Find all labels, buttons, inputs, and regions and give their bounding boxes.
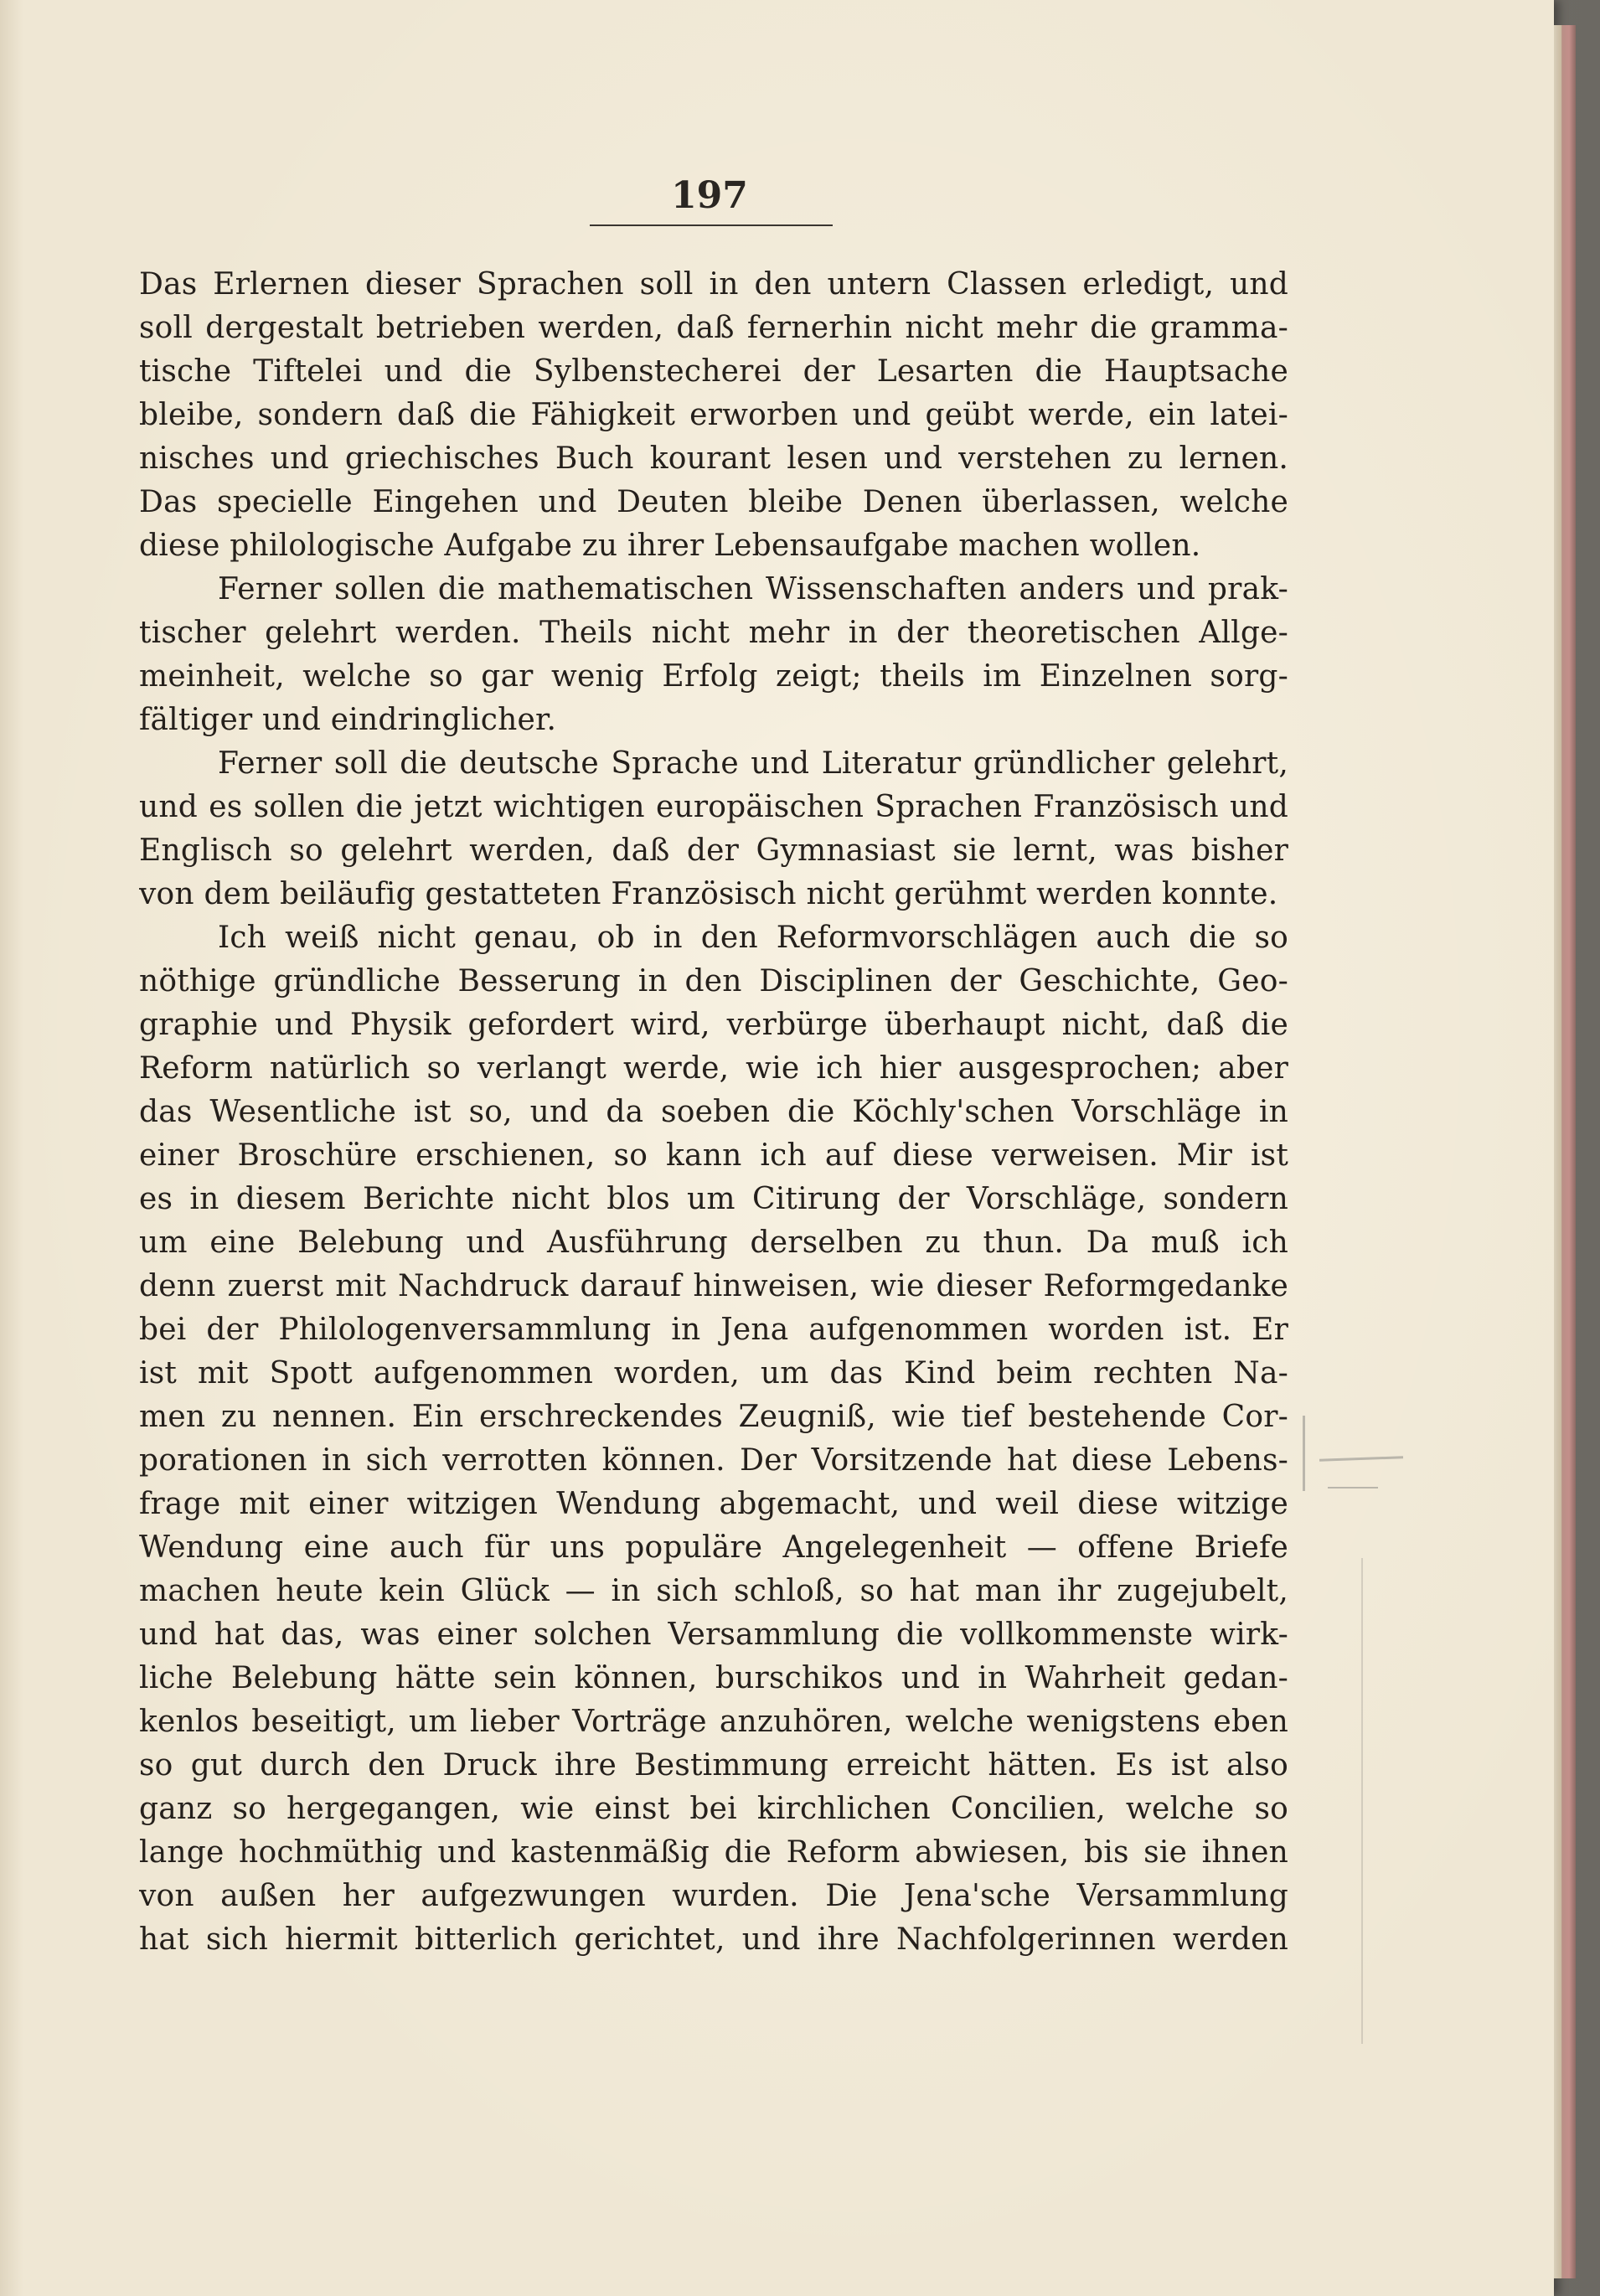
text-line: und es sollen die jetzt wichtigen europäischen Sprachen Französisch und <box>139 790 1288 824</box>
text-line: Englisch so gelehrt werden, daß der Gymnasiast sie lernt, was bisher <box>139 833 1288 868</box>
text-line: denn zuerst mit Nachdruck darauf hinweisen, wie dieser Reformgedanke <box>139 1269 1288 1303</box>
page-number: 197 <box>671 174 748 217</box>
text-line: Ferner sollen die mathematischen Wissenschaften anders und prak- <box>218 572 1288 606</box>
text-line: hat sich hiermit bitterlich gerichtet, und ihre Nachfolgerinnen werden <box>139 1922 1288 1957</box>
text-line: einer Broschüre erschienen, so kann ich auf diese verweisen. Mir ist <box>139 1138 1288 1173</box>
text-line: das Wesentliche ist so, und da soeben die Köchly'schen Vorschläge in <box>139 1095 1288 1129</box>
text-line: bleibe, sondern daß die Fähigkeit erworben und geübt werde, ein latei- <box>139 398 1288 432</box>
text-line: ganz so hergegangen, wie einst bei kirchlichen Concilien, welche so <box>139 1792 1288 1826</box>
text-line: porationen in sich verrotten können. Der Vorsitzende hat diese Lebens- <box>139 1443 1288 1478</box>
text-line: tische Tiftelei und die Sylbenstecherei der Lesarten die Hauptsache <box>139 354 1288 389</box>
text-line: fältiger und eindringlicher. <box>139 703 557 737</box>
text-line: so gut durch den Druck ihre Bestimmung erreicht hätten. Es ist also <box>139 1748 1288 1783</box>
text-line: Wendung eine auch für uns populäre Angelegenheit — offene Briefe <box>139 1530 1288 1565</box>
header-rule <box>590 224 833 226</box>
page-edge <box>1554 25 1576 2278</box>
text-line: bei der Philologenversammlung in Jena aufgenommen worden ist. Er <box>139 1313 1288 1347</box>
text-line: tischer gelehrt werden. Theils nicht mehr in der theoretischen Allge- <box>139 616 1288 650</box>
text-line: um eine Belebung und Ausführung derselben zu thun. Da muß ich <box>139 1225 1288 1260</box>
text-line: nisches und griechisches Buch kourant lesen und verstehen zu lernen. <box>139 441 1288 476</box>
text-line: ist mit Spott aufgenommen worden, um das Kind beim rechten Na- <box>139 1356 1288 1390</box>
text-line: von dem beiläufig gestatteten Französisch nicht gerühmt werden konnte. <box>139 877 1278 911</box>
body-text <box>139 263 1288 1962</box>
text-line: men zu nennen. Ein erschreckendes Zeugniß, wie tief bestehende Cor- <box>139 1400 1288 1434</box>
text-line: Ich weiß nicht genau, ob in den Reformvorschlägen auch die so <box>218 921 1288 955</box>
text-line: frage mit einer witzigen Wendung abgemacht, und weil diese witzige <box>139 1487 1288 1521</box>
text-line: und hat das, was einer solchen Versammlung die vollkommenste wirk- <box>139 1618 1288 1652</box>
pencil-mark <box>1303 1416 1305 1491</box>
text-line: Das specielle Eingehen und Deuten bleibe Denen überlassen, welche <box>139 485 1288 519</box>
text-line: es in diesem Berichte nicht blos um Citirung der Vorschläge, sondern <box>139 1182 1288 1216</box>
text-line: Ferner soll die deutsche Sprache und Literatur gründlicher gelehrt, <box>218 746 1288 781</box>
text-line: graphie und Physik gefordert wird, verbürge überhaupt nicht, daß die <box>139 1008 1288 1042</box>
pencil-mark <box>1361 1558 1363 2044</box>
text-line: meinheit, welche so gar wenig Erfolg zeigt; theils im Einzelnen sorg- <box>139 659 1288 694</box>
text-line: Das Erlernen dieser Sprachen soll in den untern Classen erledigt, und <box>139 267 1288 302</box>
text-line: diese philologische Aufgabe zu ihrer Lebensaufgabe machen wollen. <box>139 529 1201 563</box>
pencil-mark <box>1328 1487 1378 1489</box>
text-line: nöthige gründliche Besserung in den Disciplinen der Geschichte, Geo- <box>139 964 1288 998</box>
text-line: liche Belebung hätte sein können, burschikos und in Wahrheit gedan- <box>139 1661 1288 1695</box>
text-line: kenlos beseitigt, um lieber Vorträge anzuhören, welche wenigstens eben <box>139 1705 1288 1739</box>
text-line: soll dergestalt betrieben werden, daß fernerhin nicht mehr die gramma- <box>139 311 1288 345</box>
text-line: machen heute kein Glück — in sich schloß, so hat man ihr zugejubelt, <box>139 1574 1288 1608</box>
text-line: Reform natürlich so verlangt werde, wie ich hier ausgesprochen; aber <box>139 1051 1288 1086</box>
text-line: von außen her aufgezwungen wurden. Die Jena'sche Versammlung <box>139 1879 1288 1913</box>
pencil-mark <box>1319 1456 1403 1461</box>
text-line: lange hochmüthig und kastenmäßig die Reform abwiesen, bis sie ihnen <box>139 1835 1288 1870</box>
